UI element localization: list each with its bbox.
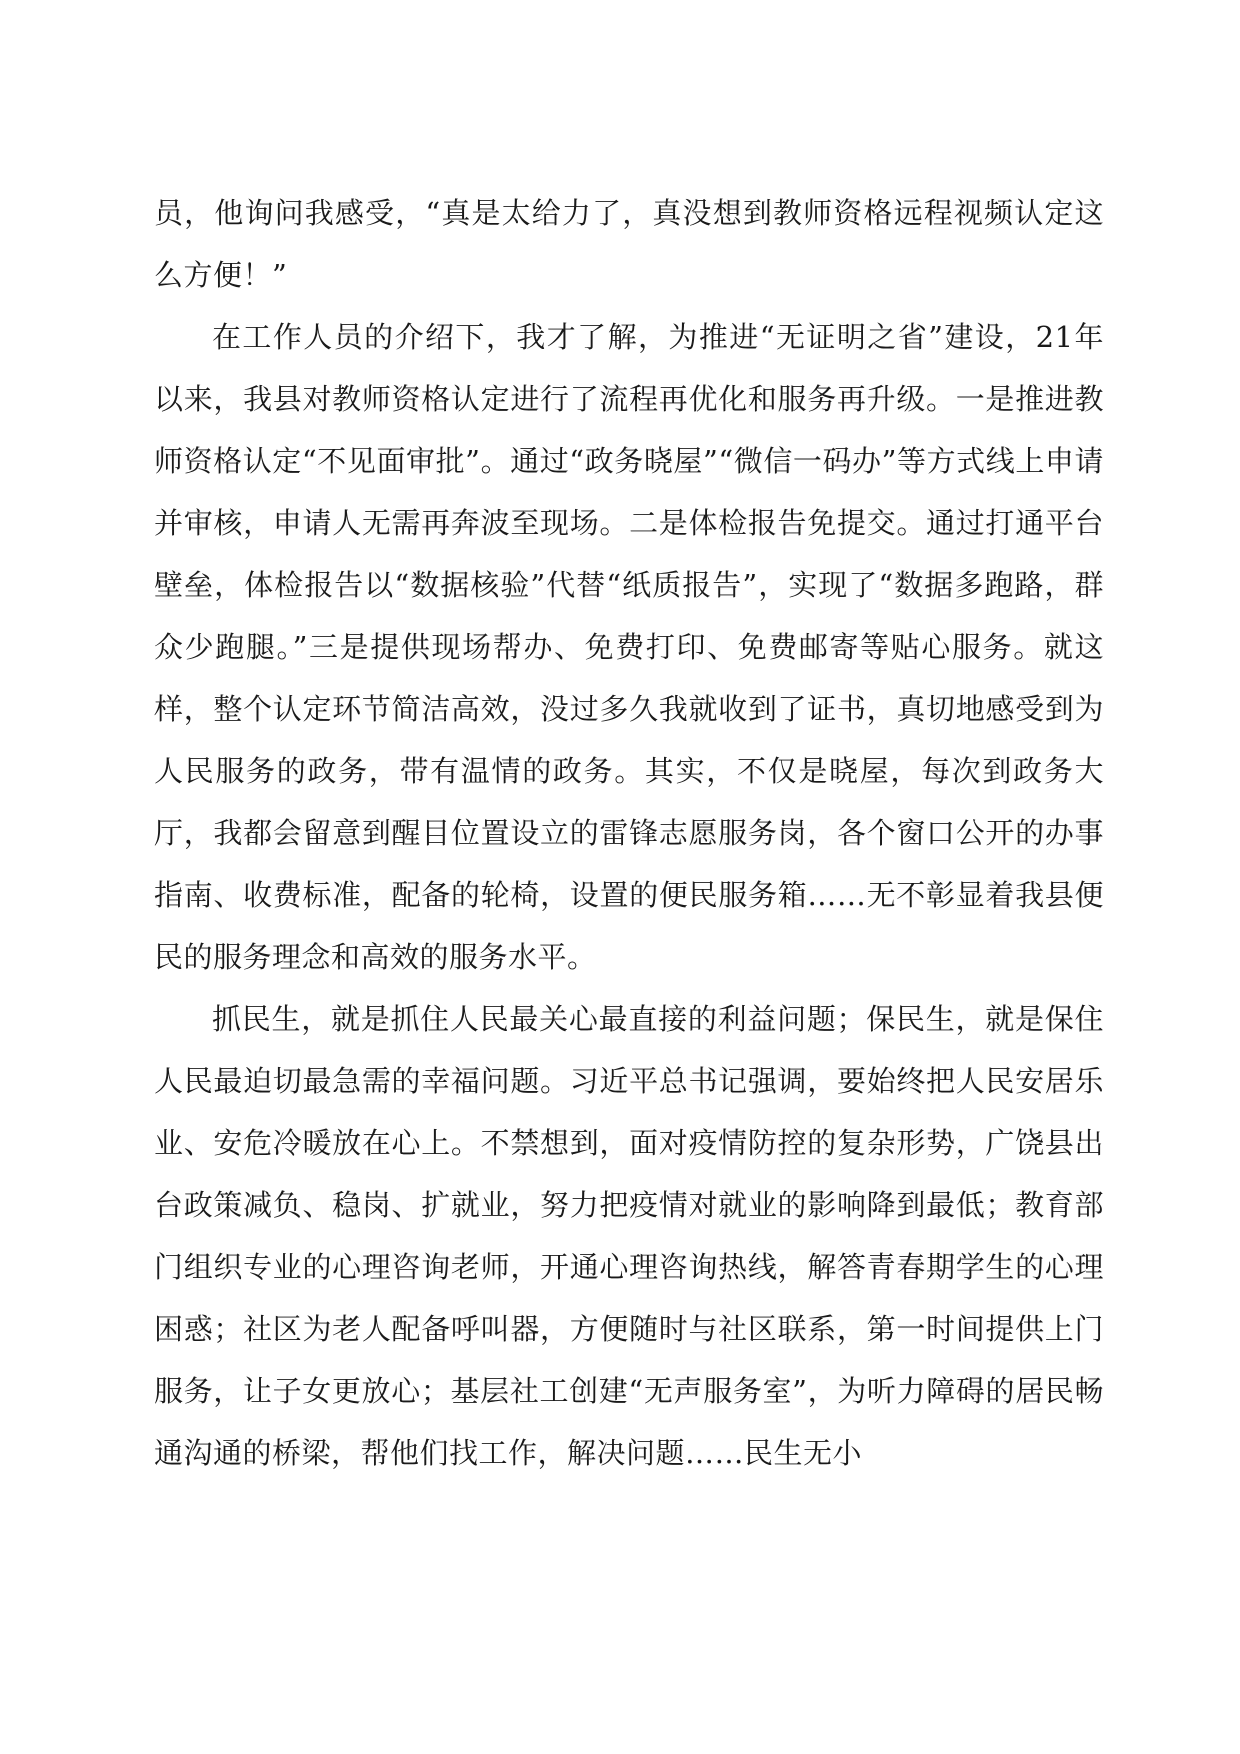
paragraph-teacher-certification: 在工作人员的介绍下，我才了解，为推进“无证明之省”建设，21年以来，我县对教师资格认定进行了流程再优化和服务再升级。一是推进教师资格认定“不见面审批”。通过“政务晓屋”“微信一码办”等方式线上申请并审核，申请人无需再奔波至现场。二是体检报告免提交。通过打通平台壁垒，体检报告以“数据核验”代替“纸质报告”，实现了“数据多跑路，群众少跑腿。”三是提供现场帮办、免费打印、免费邮寄等贴心服务。就这样，整个认定环节简洁高效，没过多久我就收到了证书，真切地感受到为人民服务的政务，带有温情的政务。其实，不仅是晓屋，每次到政务大厅，我都会留意到醒目位置设立的雷锋志愿服务岗，各个窗口公开的办事指南、收费标准，配备的轮椅，设置的便民服务箱……无不彰显着我县便民的服务理念和高效的服务水平。 <box>154 320 1104 974</box>
document-page <box>154 182 1104 1484</box>
paragraph-continuation: 员，他询问我感受，“真是太给力了，真没想到教师资格远程视频认定这么方便！” <box>154 196 1104 292</box>
paragraph-livelihood: 抓民生，就是抓住人民最关心最直接的利益问题；保民生，就是保住人民最迫切最急需的幸福问题。习近平总书记强调，要始终把人民安居乐业、安危冷暖放在心上。不禁想到，面对疫情防控的复杂形势，广饶县出台政策减负、稳岗、扩就业，努力把疫情对就业的影响降到最低；教育部门组织专业的心理咨询老师，开通心理咨询热线，解答青春期学生的心理困惑；社区为老人配备呼叫器，方便随时与社区联系，第一时间提供上门服务，让子女更放心；基层社工创建“无声服务室”，为听力障碍的居民畅通沟通的桥梁，帮他们找工作，解决问题……民生无小 <box>154 1002 1104 1470</box>
